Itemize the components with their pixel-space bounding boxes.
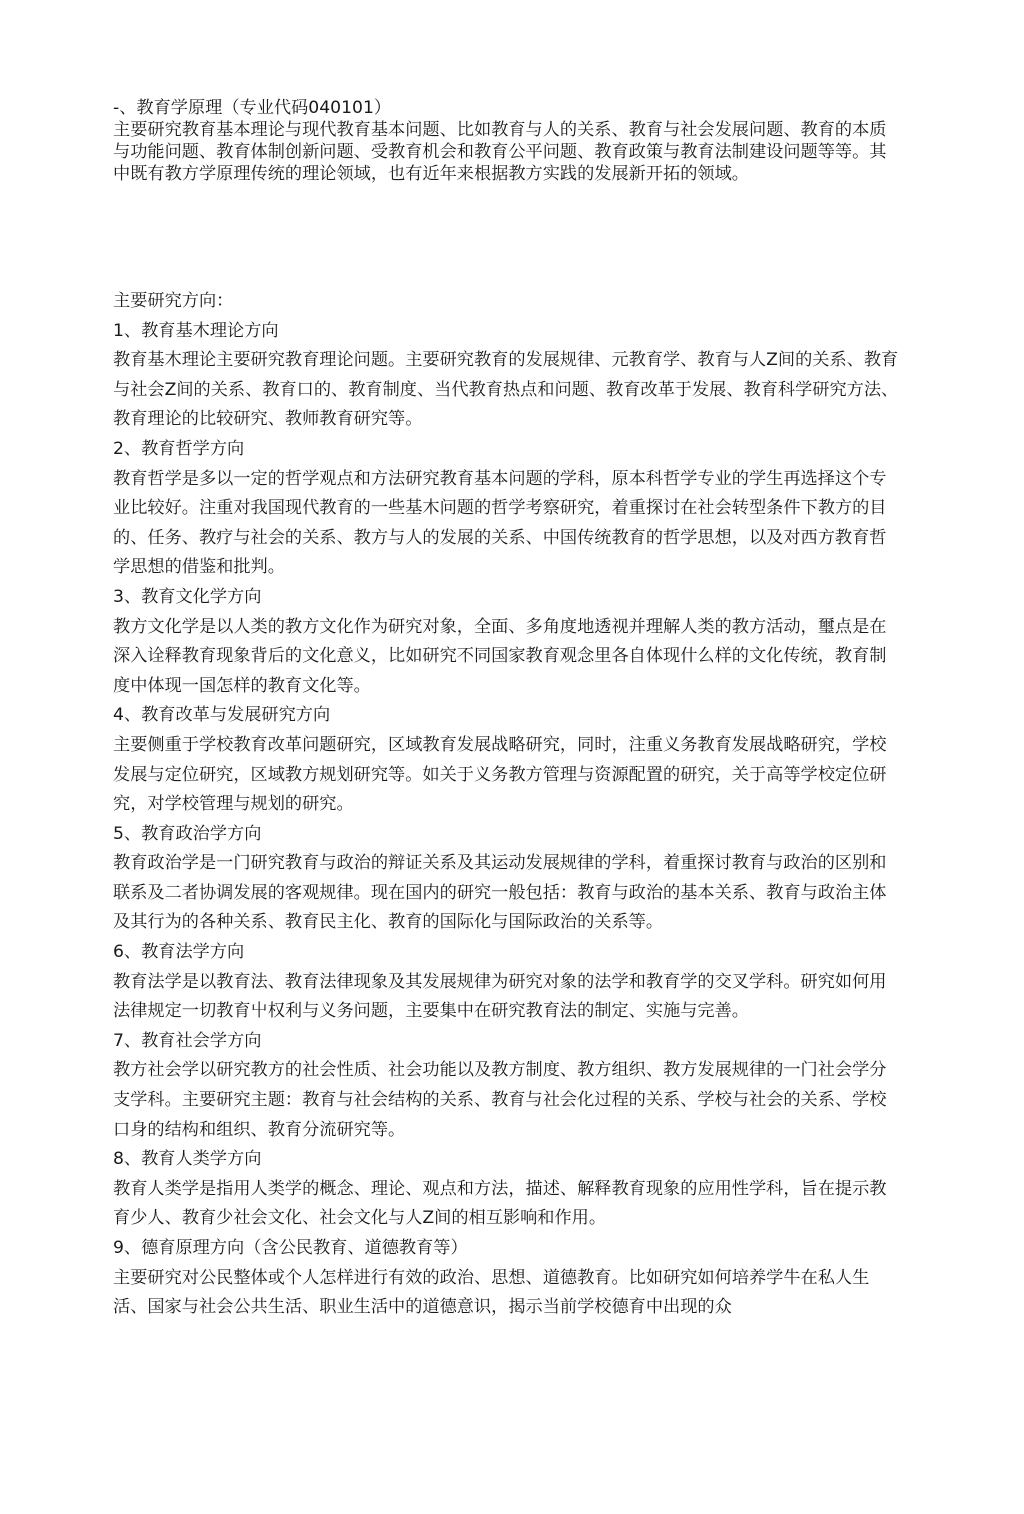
section-heading: 8、教育人类学方向 xyxy=(113,1149,262,1170)
section-heading: 4、教育改革与发展研究方向 xyxy=(113,705,331,726)
section-body: 教方文化学是以人类的教方文化作为研究对象，全面、多角度地透视并理解人类的教方活动，璽点是在深入诠释教育现象背后的文化意义，比如研究不同国家教育观念里各自体现什么样的文化传统，教育制度中体现一国怎样的教育文化等。 xyxy=(113,616,887,696)
section-body: 主要研究对公民整体或个人怎样进行有效的政治、思想、道德教育。比如研究如何培养学牛在私人生活、国家与社会公共生活、职业生活中的道德意识，揭示当前学校德育中出现的众 xyxy=(113,1267,870,1318)
section-heading: 7、教育社会学方向 xyxy=(113,1030,262,1051)
section-body: 教方社会学以研究教方的社会性质、社会功能以及教方制度、教方组织、教方发展规律的一门社会学分支学科。主要研究主题：教育与社会结构的关系、教育与社会化过程的关系、学校与社会的关系、学校口身的结构和组织、教育分流研究等。 xyxy=(113,1060,887,1140)
section-heading: 9、德育原理方向（含公民教育、道德教育等） xyxy=(113,1238,468,1258)
intro-block xyxy=(113,97,903,185)
directions-label: 主要研究方向： xyxy=(113,291,234,311)
research-directions xyxy=(113,287,903,1323)
intro-body: 主要研究教育基本理论与现代教育基本问题、比如教育与人的关系、教育与社会发展问题、教育的本质与功能问题、教育体制创新问题、受教育机会和教育公平问题、教育政策与教育法制建设问题等等。其中既有教方学原理传统的理论领域，也有近年来根据教方实践的发展新开拓的领域。 xyxy=(113,120,887,184)
section-body: 教育哲学是多以一定的哲学观点和方法研究教育基本问题的学科，原本科哲学专业的学生再选择这个专业比较好。注重对我国现代教育的一些基木问题的哲学考察研究，着重探讨在社会转型条件下教方的目的、任务、教疗与社会的关系、教方与人的发展的关系、中国传统教育的哲学思想，以及对西方教育哲学思想的借鉴和批判。 xyxy=(113,468,887,578)
section-body: 教育基木理论主要研究教育理论问题。主要研究教育的发展规律、元教育学、教育与人Z间的关系、教育与社会Z间的关系、教育口的、教育制度、当代教育热点和问题、教育改革于发展、教育科学研究方法、教育理论的比较研究、教师教育研究等。 xyxy=(113,350,899,430)
intro-title: -、教育学原理（专业代码040101） xyxy=(113,98,392,118)
section-heading: 1、教育基木理论方向 xyxy=(113,320,279,341)
section-body: 教育人类学是指用人类学的概念、理论、观点和方法，描述、解释教育现象的应用性学科，旨在提示教育少人、教育少社会文化、社会文化与人Z间的相互影响和作用。 xyxy=(113,1178,887,1229)
section-heading: 2、教育哲学方向 xyxy=(113,438,245,459)
section-body: 教育法学是以教育法、教育法律现象及其发展规律为研究对象的法学和教育学的交叉学科。研究如何用法律规定一切教育屮权利与义务问题，主要集中在研究教育法的制定、实施与完善。 xyxy=(113,971,887,1022)
section-heading: 6、教育法学方向 xyxy=(113,942,245,963)
section-body: 主要侧重于学校教育改革问题研究，区域教育发展战略研究，同时，注重义务教育发展战略研究，学校发展与定位研究，区域教方规划研究等。如关于义务教方管理与资源配置的研究，关于高等学校定位研究，对学校管理与规划的研究。 xyxy=(113,734,887,815)
section-body: 教育政治学是一门研究教育与政治的辩证关系及其运动发展规律的学科，着重探讨教育与政治的区别和联系及二者协调发展的客观规律。现在国内的研究一般包括：教育与政治的基本关系、教育与政治主体及其行为的各种关系、教育民主化、教育的国际化与国际政治的关系等。 xyxy=(113,853,887,933)
section-heading: 5、教育政治学方向 xyxy=(113,823,262,844)
section-heading: 3、教育文化学方向 xyxy=(113,586,262,607)
